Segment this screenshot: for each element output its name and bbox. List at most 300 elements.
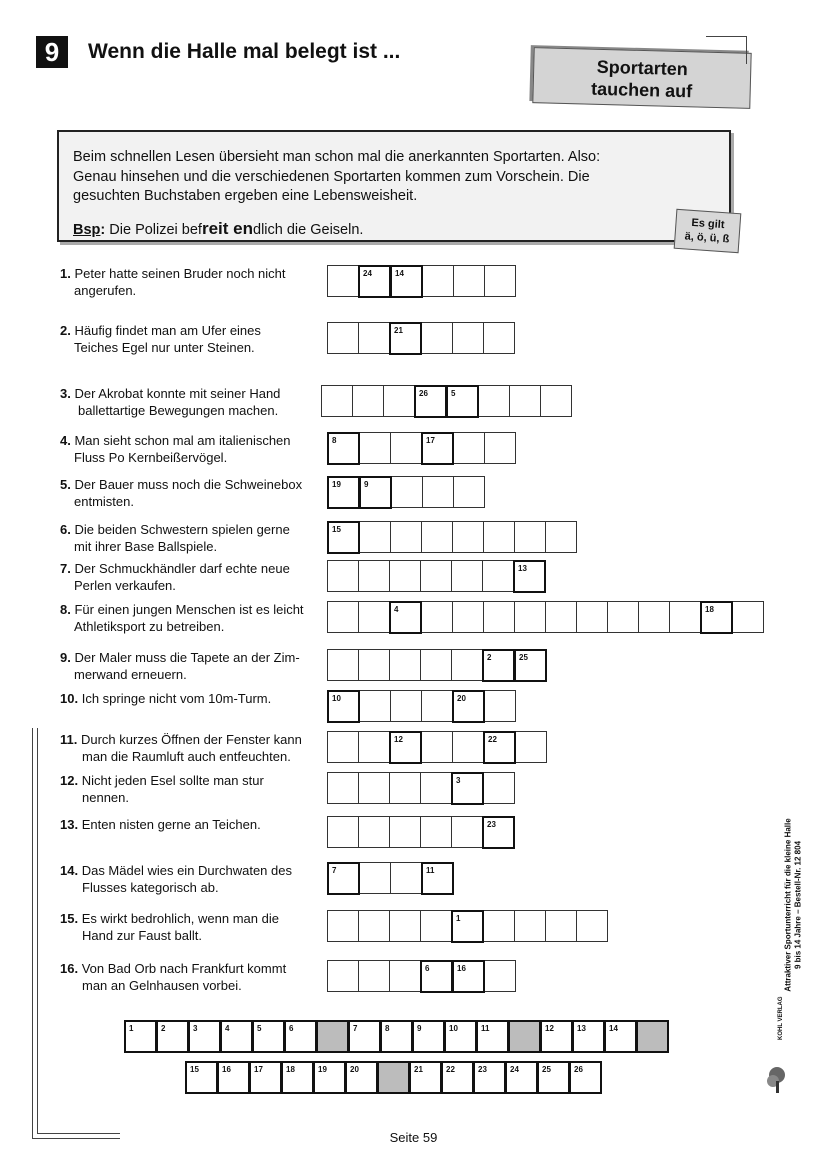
marked-letter-box[interactable] xyxy=(451,772,484,805)
topic-tag-line2: tauchen auf xyxy=(590,78,693,102)
task-line2: nennen. xyxy=(82,790,129,805)
letter-box[interactable] xyxy=(638,601,670,633)
solution-index: 14 xyxy=(609,1024,618,1033)
task-text xyxy=(60,862,322,896)
topic-tag xyxy=(532,47,751,109)
task-line2: man an Gelnhausen vorbei. xyxy=(82,978,242,993)
letter-box[interactable] xyxy=(389,816,421,848)
task-number: 11. xyxy=(60,732,78,747)
marked-letter-box[interactable] xyxy=(421,862,454,895)
solution-index: 15 xyxy=(190,1065,199,1074)
task-line1: Für einen jungen Menschen ist es leicht xyxy=(74,602,304,617)
answer-boxes xyxy=(327,265,515,298)
task-number: 14. xyxy=(60,863,79,878)
answer-boxes xyxy=(327,432,515,465)
letter-index: 13 xyxy=(518,564,527,573)
letter-box[interactable] xyxy=(390,432,422,464)
letter-box[interactable] xyxy=(420,772,452,804)
solution-box[interactable] xyxy=(572,1020,605,1053)
letter-box[interactable] xyxy=(545,910,577,942)
solution-index: 23 xyxy=(478,1065,487,1074)
task-text xyxy=(60,432,322,466)
letter-box[interactable] xyxy=(358,816,390,848)
task-text xyxy=(60,385,322,419)
task-text xyxy=(60,731,322,765)
answer-boxes xyxy=(327,601,763,634)
letter-box[interactable] xyxy=(358,772,390,804)
letter-index: 25 xyxy=(519,653,528,662)
task-text xyxy=(60,960,322,994)
letter-box[interactable] xyxy=(358,601,390,633)
solution-index: 9 xyxy=(417,1024,422,1033)
letter-box[interactable] xyxy=(421,322,453,354)
task-text xyxy=(60,601,322,635)
task-line2: ballettartige Bewegungen machen. xyxy=(78,403,279,418)
marked-letter-box[interactable] xyxy=(414,385,447,418)
task-line1: Durch kurzes Öffnen der Fenster kann xyxy=(80,732,302,747)
letter-index: 12 xyxy=(394,735,403,744)
letter-box[interactable] xyxy=(545,521,577,553)
letter-box[interactable] xyxy=(484,960,516,992)
letter-index: 9 xyxy=(364,480,369,489)
marked-letter-box[interactable] xyxy=(451,910,484,943)
letter-index: 17 xyxy=(426,436,435,445)
task-line1: Enten nisten gerne an Teichen. xyxy=(81,817,261,832)
solution-space-box xyxy=(508,1020,541,1053)
task-text xyxy=(60,322,322,356)
solution-space-box xyxy=(316,1020,349,1053)
solution-box[interactable] xyxy=(124,1020,157,1053)
letter-box[interactable] xyxy=(321,385,353,417)
solution-row-1 xyxy=(124,1020,668,1053)
marked-letter-box[interactable] xyxy=(452,960,485,993)
marked-letter-box[interactable] xyxy=(389,731,422,764)
task-line2: Flusses kategorisch ab. xyxy=(82,880,219,895)
solution-box[interactable] xyxy=(156,1020,189,1053)
chapter-number: 9 xyxy=(36,36,68,68)
letter-box[interactable] xyxy=(607,601,639,633)
letter-box[interactable] xyxy=(420,560,452,592)
task-number: 2. xyxy=(60,323,71,338)
marked-letter-box[interactable] xyxy=(514,649,547,682)
letter-box[interactable] xyxy=(483,910,515,942)
letter-index: 20 xyxy=(457,694,466,703)
letter-box[interactable] xyxy=(483,521,515,553)
solution-box[interactable] xyxy=(604,1020,637,1053)
letter-box[interactable] xyxy=(453,432,485,464)
letter-index: 16 xyxy=(457,964,466,973)
example-highlight: reit en xyxy=(201,218,253,238)
letter-box[interactable] xyxy=(482,560,514,592)
letter-box[interactable] xyxy=(421,731,453,763)
letter-index: 2 xyxy=(487,653,492,662)
instructions-line-1: Beim schnellen Lesen übersieht man schon mal die anerkannten Sportarten. Also: xyxy=(73,149,601,165)
solution-box[interactable] xyxy=(537,1061,570,1094)
letter-box[interactable] xyxy=(327,960,359,992)
letter-box[interactable] xyxy=(514,910,546,942)
letter-box[interactable] xyxy=(359,690,391,722)
task-line1: Von Bad Orb nach Frankfurt kommt xyxy=(81,961,287,976)
letter-box[interactable] xyxy=(389,560,421,592)
task-text xyxy=(60,521,322,555)
letter-index: 8 xyxy=(332,436,337,445)
solution-index: 1 xyxy=(129,1024,134,1033)
hint-line1: Es gilt xyxy=(691,216,725,232)
letter-box[interactable] xyxy=(452,731,484,763)
task-line1: Die beiden Schwestern spielen gerne xyxy=(74,522,290,537)
solution-index: 12 xyxy=(545,1024,554,1033)
marked-letter-box[interactable] xyxy=(452,690,485,723)
task-number: 12. xyxy=(60,773,79,788)
solution-box[interactable] xyxy=(217,1061,250,1094)
solution-box[interactable] xyxy=(476,1020,509,1053)
page-title: Wenn die Halle mal belegt ist ... xyxy=(88,40,401,63)
example-sentence xyxy=(73,219,715,241)
task-number: 15. xyxy=(60,911,79,926)
task-text xyxy=(60,690,322,707)
letter-box[interactable] xyxy=(383,385,415,417)
letter-box[interactable] xyxy=(389,960,421,992)
solution-index: 19 xyxy=(318,1065,327,1074)
task-line1: Ich springe nicht vom 10m-Turm. xyxy=(81,691,272,706)
letter-box[interactable] xyxy=(453,265,485,297)
frame-top-line xyxy=(706,36,746,37)
task-number: 16. xyxy=(60,961,79,976)
solution-box[interactable] xyxy=(220,1020,253,1053)
solution-space-box xyxy=(636,1020,669,1053)
marked-letter-box[interactable] xyxy=(327,690,360,723)
letter-index: 5 xyxy=(451,389,456,398)
letter-box[interactable] xyxy=(390,521,422,553)
marked-letter-box[interactable] xyxy=(358,265,391,298)
letter-box[interactable] xyxy=(540,385,572,417)
answer-boxes xyxy=(327,476,484,509)
task-line2: Athletiksport zu betreiben. xyxy=(74,619,225,634)
letter-box[interactable] xyxy=(327,560,359,592)
letter-index: 21 xyxy=(394,326,403,335)
solution-box[interactable] xyxy=(380,1020,413,1053)
solution-index: 26 xyxy=(574,1065,583,1074)
task-text xyxy=(60,476,322,510)
letter-box[interactable] xyxy=(389,910,421,942)
letter-box[interactable] xyxy=(669,601,701,633)
letter-box[interactable] xyxy=(545,601,577,633)
marked-letter-box[interactable] xyxy=(700,601,733,634)
task-number: 6. xyxy=(60,522,71,537)
letter-box[interactable] xyxy=(358,322,390,354)
letter-box[interactable] xyxy=(390,690,422,722)
task-line2: entmisten. xyxy=(74,494,134,509)
letter-box[interactable] xyxy=(422,476,454,508)
letter-box[interactable] xyxy=(327,816,359,848)
letter-box[interactable] xyxy=(451,560,483,592)
side-line2: 9 bis 14 Jahre – Bestell-Nr. 12 804 xyxy=(793,840,803,970)
umlaut-hint xyxy=(674,209,742,253)
solution-box[interactable] xyxy=(473,1061,506,1094)
tree-logo-icon xyxy=(765,1065,793,1095)
task-line1: Peter hatte seinen Bruder noch nicht xyxy=(74,266,286,281)
solution-index: 4 xyxy=(225,1024,230,1033)
answer-boxes xyxy=(327,960,515,993)
marked-letter-box[interactable] xyxy=(420,960,453,993)
solution-row-2 xyxy=(185,1061,601,1094)
side-line1: Attraktiver Sportunterricht für die kleine Halle xyxy=(783,818,793,992)
answer-boxes xyxy=(327,322,514,355)
letter-box[interactable] xyxy=(452,601,484,633)
letter-box[interactable] xyxy=(421,521,453,553)
letter-box[interactable] xyxy=(483,601,515,633)
task-line2: Teiches Egel nur unter Steinen. xyxy=(74,340,255,355)
solution-index: 10 xyxy=(449,1024,458,1033)
answer-boxes xyxy=(327,649,546,682)
letter-box[interactable] xyxy=(509,385,541,417)
example-post: dlich die Geiseln. xyxy=(253,221,364,238)
marked-letter-box[interactable] xyxy=(421,432,454,465)
task-number: 5. xyxy=(60,477,71,492)
letter-index: 7 xyxy=(332,866,337,875)
marked-letter-box[interactable] xyxy=(389,601,422,634)
letter-index: 3 xyxy=(456,776,461,785)
task-line2: Hand zur Faust ballt. xyxy=(82,928,202,943)
task-text xyxy=(60,560,322,594)
solution-box[interactable] xyxy=(505,1061,538,1094)
letter-box[interactable] xyxy=(358,649,390,681)
letter-box[interactable] xyxy=(484,432,516,464)
task-line1: Der Akrobat konnte mit seiner Hand xyxy=(74,386,281,401)
letter-box[interactable] xyxy=(484,690,516,722)
solution-box[interactable] xyxy=(345,1061,378,1094)
marked-letter-box[interactable] xyxy=(483,731,516,764)
letter-box[interactable] xyxy=(452,322,484,354)
side-publisher-text xyxy=(776,800,803,1015)
solution-index: 24 xyxy=(510,1065,519,1074)
marked-letter-box[interactable] xyxy=(482,649,515,682)
letter-index: 19 xyxy=(332,480,341,489)
marked-letter-box[interactable] xyxy=(389,322,422,355)
task-number: 13. xyxy=(60,817,79,832)
letter-box[interactable] xyxy=(421,690,453,722)
letter-box[interactable] xyxy=(327,601,359,633)
task-number: 4. xyxy=(60,433,71,448)
task-number: 1. xyxy=(60,266,71,281)
solution-box[interactable] xyxy=(444,1020,477,1053)
solution-index: 21 xyxy=(414,1065,423,1074)
letter-box[interactable] xyxy=(358,560,390,592)
task-text xyxy=(60,265,322,299)
solution-index: 7 xyxy=(353,1024,358,1033)
task-line2: Fluss Po Kernbeißervögel. xyxy=(74,450,228,465)
task-line1: Der Maler muss die Tapete an der Zim- xyxy=(74,650,300,665)
solution-index: 2 xyxy=(161,1024,166,1033)
marked-letter-box[interactable] xyxy=(327,862,360,895)
instructions-line-3: gesuchten Buchstaben ergeben eine Lebensweisheit. xyxy=(73,188,418,204)
marked-letter-box[interactable] xyxy=(482,816,515,849)
solution-index: 17 xyxy=(254,1065,263,1074)
publisher-logo xyxy=(765,1065,793,1095)
task-text xyxy=(60,816,322,833)
letter-box[interactable] xyxy=(514,601,546,633)
letter-box[interactable] xyxy=(358,960,390,992)
solution-box[interactable] xyxy=(540,1020,573,1053)
solution-index: 8 xyxy=(385,1024,390,1033)
solution-box[interactable] xyxy=(569,1061,602,1094)
solution-box[interactable] xyxy=(348,1020,381,1053)
solution-index: 22 xyxy=(446,1065,455,1074)
marked-letter-box[interactable] xyxy=(327,521,360,554)
topic-tag-line1: Sportarten xyxy=(596,56,689,80)
solution-box[interactable] xyxy=(412,1020,445,1053)
answer-boxes xyxy=(327,731,546,764)
letter-box[interactable] xyxy=(422,265,454,297)
letter-index: 11 xyxy=(426,866,435,875)
task-number: 7. xyxy=(60,561,71,576)
letter-index: 4 xyxy=(394,605,399,614)
marked-letter-box[interactable] xyxy=(359,476,392,509)
solution-index: 6 xyxy=(289,1024,294,1033)
letter-box[interactable] xyxy=(451,816,483,848)
letter-index: 14 xyxy=(395,269,404,278)
solution-box[interactable] xyxy=(409,1061,442,1094)
letter-box[interactable] xyxy=(358,910,390,942)
letter-box[interactable] xyxy=(391,476,423,508)
frame-left-line-inner xyxy=(37,728,38,1133)
solution-box[interactable] xyxy=(441,1061,474,1094)
example-colon: : xyxy=(100,221,106,238)
letter-box[interactable] xyxy=(359,862,391,894)
task-number: 9. xyxy=(60,650,71,665)
letter-box[interactable] xyxy=(359,432,391,464)
instructions-line-2: Genau hinsehen und die verschiedenen Sportarten kommen zum Vorschein. Die xyxy=(73,168,590,185)
task-line1: Das Mädel wies ein Durchwaten des xyxy=(81,863,292,878)
letter-index: 23 xyxy=(487,820,496,829)
letter-box[interactable] xyxy=(389,649,421,681)
solution-index: 3 xyxy=(193,1024,198,1033)
letter-box[interactable] xyxy=(358,731,390,763)
letter-box[interactable] xyxy=(352,385,384,417)
letter-box[interactable] xyxy=(484,265,516,297)
frame-left-line xyxy=(32,728,33,1138)
task-number: 3. xyxy=(60,386,71,401)
solution-box[interactable] xyxy=(188,1020,221,1053)
answer-boxes xyxy=(327,521,576,554)
example-label: Bsp xyxy=(73,221,101,238)
letter-index: 10 xyxy=(332,694,341,703)
answer-boxes xyxy=(327,910,607,943)
letter-index: 6 xyxy=(425,964,430,973)
solution-box[interactable] xyxy=(313,1061,346,1094)
task-line2: angerufen. xyxy=(74,283,137,298)
instructions-box xyxy=(57,130,731,242)
task-line1: Der Schmuckhändler darf echte neue xyxy=(74,561,290,576)
letter-index: 22 xyxy=(488,735,497,744)
task-line2: man die Raumluft auch entfeuchten. xyxy=(82,749,291,764)
task-line2: merwand erneuern. xyxy=(74,667,187,682)
marked-letter-box[interactable] xyxy=(390,265,423,298)
letter-box[interactable] xyxy=(359,521,391,553)
page-number: Seite 59 xyxy=(389,1130,438,1145)
letter-box[interactable] xyxy=(576,910,608,942)
marked-letter-box[interactable] xyxy=(327,476,360,509)
letter-box[interactable] xyxy=(451,649,483,681)
solution-box[interactable] xyxy=(185,1061,218,1094)
answer-boxes xyxy=(327,816,514,849)
letter-box[interactable] xyxy=(389,772,421,804)
letter-index: 26 xyxy=(419,389,428,398)
solution-index: 11 xyxy=(481,1024,490,1033)
task-line1: Der Bauer muss noch die Schweinebox xyxy=(74,477,303,492)
letter-box[interactable] xyxy=(327,265,359,297)
task-number: 10. xyxy=(60,691,79,706)
letter-box[interactable] xyxy=(453,476,485,508)
solution-box[interactable] xyxy=(281,1061,314,1094)
letter-box[interactable] xyxy=(483,322,515,354)
letter-box[interactable] xyxy=(452,521,484,553)
solution-index: 18 xyxy=(286,1065,295,1074)
letter-index: 24 xyxy=(363,269,372,278)
solution-box[interactable] xyxy=(284,1020,317,1053)
marked-letter-box[interactable] xyxy=(513,560,546,593)
task-line1: Es wirkt bedrohlich, wenn man die xyxy=(81,911,279,926)
solution-box[interactable] xyxy=(249,1061,282,1094)
solution-index: 20 xyxy=(350,1065,359,1074)
letter-box[interactable] xyxy=(514,521,546,553)
letter-box[interactable] xyxy=(327,910,359,942)
task-line2: Perlen verkaufen. xyxy=(74,578,176,593)
solution-index: 25 xyxy=(542,1065,551,1074)
letter-box[interactable] xyxy=(420,816,452,848)
letter-box[interactable] xyxy=(327,731,359,763)
solution-index: 16 xyxy=(222,1065,231,1074)
frame-top-vertical xyxy=(746,36,747,64)
letter-box[interactable] xyxy=(576,601,608,633)
letter-box[interactable] xyxy=(390,862,422,894)
letter-index: 1 xyxy=(456,914,461,923)
letter-box[interactable] xyxy=(327,772,359,804)
answer-boxes xyxy=(327,862,453,895)
letter-box[interactable] xyxy=(483,772,515,804)
task-text xyxy=(60,649,322,683)
letter-box[interactable] xyxy=(420,910,452,942)
letter-box[interactable] xyxy=(327,649,359,681)
task-line2: mit ihrer Base Ballspiele. xyxy=(74,539,218,554)
example-pre: Die Polizei bef xyxy=(105,221,202,238)
answer-boxes xyxy=(327,690,515,723)
solution-space-box xyxy=(377,1061,410,1094)
letter-index: 18 xyxy=(705,605,714,614)
answer-boxes xyxy=(321,385,571,418)
marked-letter-box[interactable] xyxy=(446,385,479,418)
letter-box[interactable] xyxy=(732,601,764,633)
solution-index: 13 xyxy=(577,1024,586,1033)
letter-box[interactable] xyxy=(327,322,359,354)
letter-box[interactable] xyxy=(421,601,453,633)
letter-box[interactable] xyxy=(515,731,547,763)
task-line1: Nicht jeden Esel sollte man stur xyxy=(81,773,264,788)
task-text xyxy=(60,772,322,806)
task-line1: Man sieht schon mal am italienischen xyxy=(74,433,291,448)
hint-line2: ä, ö, ü, ß xyxy=(684,230,730,246)
letter-box[interactable] xyxy=(420,649,452,681)
letter-box[interactable] xyxy=(478,385,510,417)
logo-text: KOHL VERLAG xyxy=(778,996,784,1040)
task-line1: Häufig findet man am Ufer eines xyxy=(74,323,261,338)
task-number: 8. xyxy=(60,602,71,617)
task-text xyxy=(60,910,322,944)
solution-index: 5 xyxy=(257,1024,262,1033)
solution-box[interactable] xyxy=(252,1020,285,1053)
answer-boxes xyxy=(327,560,545,593)
marked-letter-box[interactable] xyxy=(327,432,360,465)
